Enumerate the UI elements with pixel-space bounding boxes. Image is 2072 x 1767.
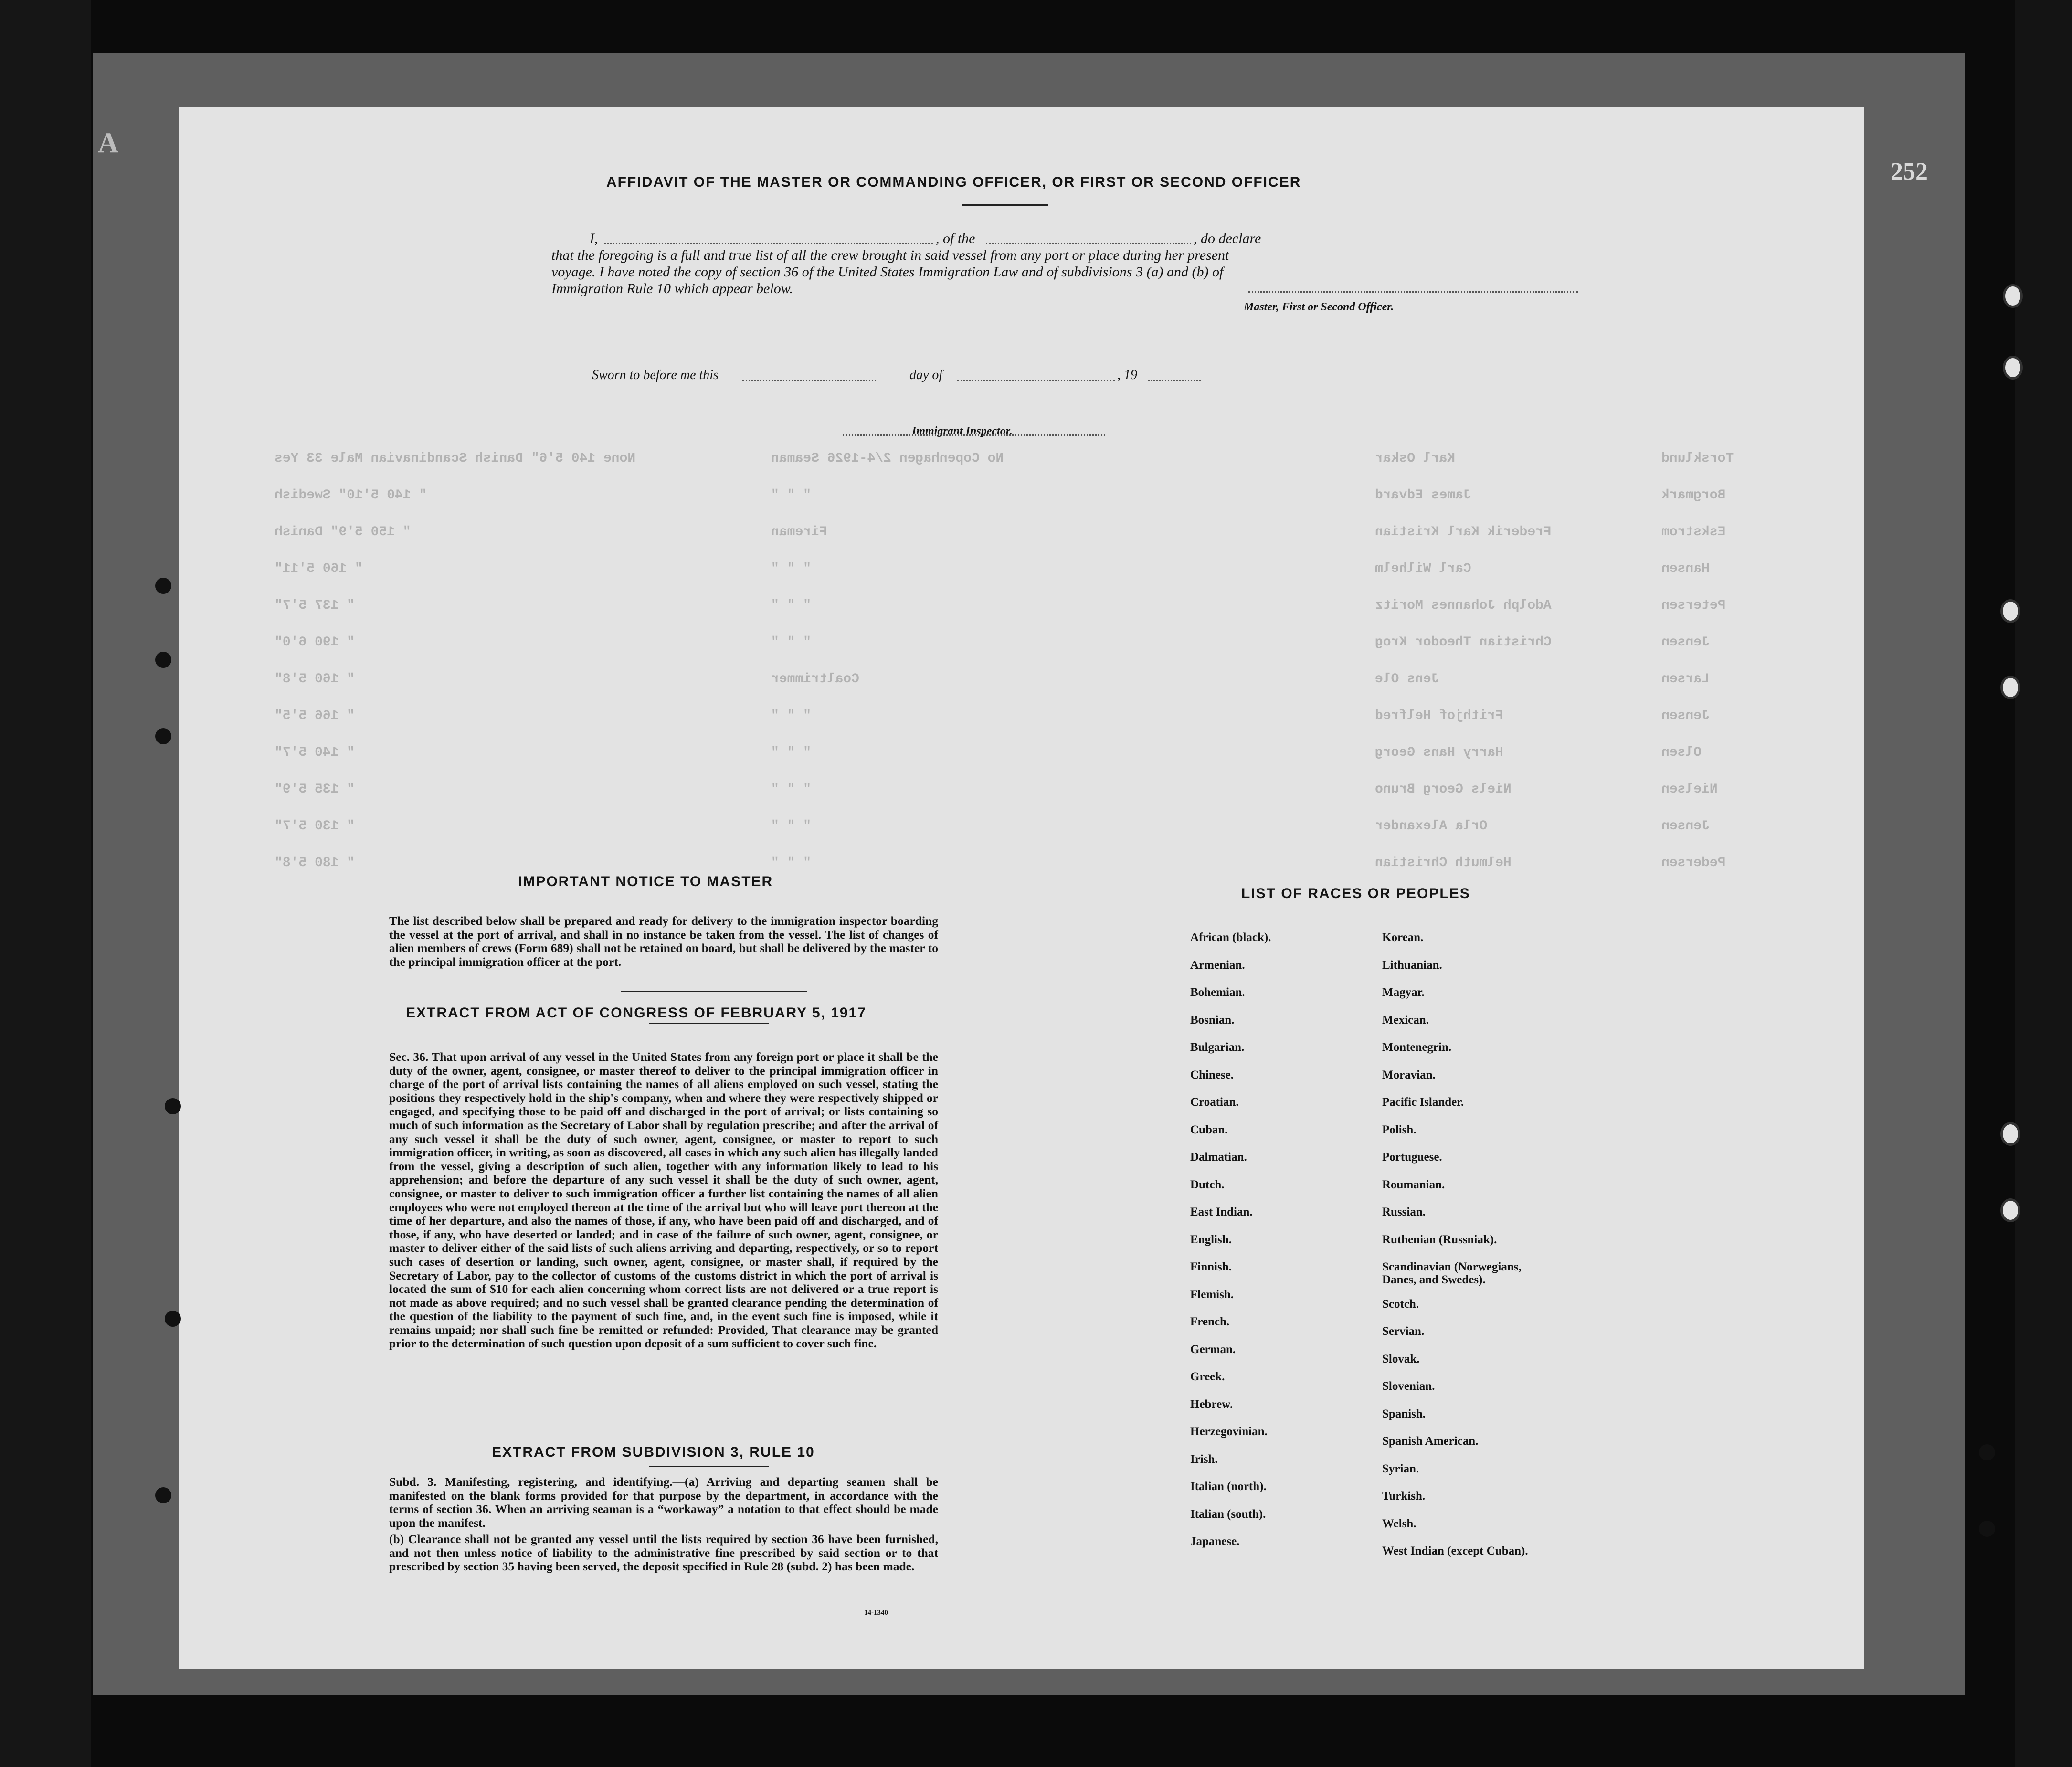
race-entry: Scotch. xyxy=(1382,1297,1419,1311)
bleed-through-name: Frederik Karl Kristian xyxy=(1375,525,1552,540)
race-entry: Pacific Islander. xyxy=(1382,1096,1464,1109)
bleed-through-surname: Borgmark xyxy=(1661,488,1726,503)
form-number: 14-1340 xyxy=(864,1609,888,1617)
race-entry: Spanish American. xyxy=(1382,1435,1479,1448)
race-entry: Turkish. xyxy=(1382,1490,1426,1502)
bleed-through-left: " 166 5'5" xyxy=(275,709,355,723)
races-title: LIST OF RACES OR PEOPLES xyxy=(1241,886,1470,901)
race-entry: Portuguese. xyxy=(1382,1151,1442,1164)
bleed-through-left: " 135 5'9" xyxy=(275,782,355,797)
bleed-through-left: " 140 5'10" Swedish xyxy=(275,488,427,503)
bleed-through-surname: Olsen xyxy=(1661,745,1702,760)
bleed-through-name: Carl Wilhelm xyxy=(1375,561,1471,576)
notice-rule xyxy=(621,991,807,992)
bleed-through-left: " 160 5'11" xyxy=(275,561,363,576)
affidavit-line2: that the foregoing is a full and true list of all the crew brought in said vessel from any port or place during her present xyxy=(551,247,1229,263)
bleed-through-mid: No Copenhagen 2/4-1926 Seaman xyxy=(771,451,1004,466)
race-entry: Servian. xyxy=(1382,1325,1425,1338)
affidavit-line1-i: I, xyxy=(590,231,598,246)
race-entry: Mexican. xyxy=(1382,1013,1429,1026)
bleed-through-mid: " " " xyxy=(771,745,812,760)
binder-ring xyxy=(2000,599,2020,623)
race-entry: Chinese. xyxy=(1190,1068,1234,1081)
bleed-through-name: Orla Alexander xyxy=(1375,819,1488,834)
race-entry: Slovak. xyxy=(1382,1352,1420,1365)
race-entry: Japanese. xyxy=(1190,1535,1240,1548)
bleed-through-name: Frithjof Helfred xyxy=(1375,709,1503,723)
race-entry: Polish. xyxy=(1382,1123,1417,1136)
race-entry: Bosnian. xyxy=(1190,1013,1235,1026)
bleed-through-surname: Eskstrom xyxy=(1661,525,1726,540)
name-blank[interactable] xyxy=(604,243,933,244)
vessel-blank[interactable] xyxy=(986,243,1191,244)
rule-title: EXTRACT FROM SUBDIVISION 3, RULE 10 xyxy=(492,1444,815,1460)
bleed-through-mid: " " " xyxy=(771,561,812,576)
bleed-through-left: " 180 5'8" xyxy=(275,856,355,870)
bleed-through-name: Karl Oskar xyxy=(1375,451,1456,466)
race-entry: Flemish. xyxy=(1190,1288,1234,1301)
film-edge-right xyxy=(2015,0,2072,1767)
notice-body: The list described below shall be prepared and ready for delivery to the immigration inspector boarding the vessel at the port of arrival, and shall in no instance be taken from the vessel. The list of changes of alien members of crews (Form 689) shall not be retained on board, but shall be delivered by the master to the principal immigration officer at the port. xyxy=(389,914,938,969)
race-entry: Korean. xyxy=(1382,931,1424,944)
punch-hole xyxy=(155,1487,171,1503)
signature-blank[interactable] xyxy=(1248,291,1578,293)
race-entry: Herzegovinian. xyxy=(1190,1425,1268,1438)
day-of: day of xyxy=(909,368,943,382)
race-entry: Dalmatian. xyxy=(1190,1151,1247,1164)
affidavit-line3: voyage. I have noted the copy of section 36 of the United States Immigration Law and of subdivisions 3 (a) and (b) of xyxy=(551,264,1224,280)
race-entry: Slovenian. xyxy=(1382,1380,1435,1393)
race-entry: Bulgarian. xyxy=(1190,1041,1245,1054)
bleed-through-name: Jens Ole xyxy=(1375,672,1439,687)
year-prefix: , 19 xyxy=(1117,368,1137,382)
race-entry: Bohemian. xyxy=(1190,986,1245,999)
act-body: Sec. 36. That upon arrival of any vessel in the United States from any foreign port or place it shall be the duty of the owner, agent, consignee, or master thereof to deliver to the principal immigration officer in charge of the port of arrival lists containing the names of all aliens employed on such vessel, stating the positions they respectively hold in the ship's company, when and where they were respectively shipped or engaged, and specifying those to be paid off and discharged in the port of arrival; or lists containing so much of such information as the Secretary of Labor shall by regulation prescribe; and after the arrival of any such vessel it shall be the duty of such owner, agent, consignee, or master to report to such immigration officer, in writing, as soon as discovered, all cases in which any such alien has illegally landed from the vessel, giving a description of such alien, together with any information likely to lead to his apprehension; and before the departure of any such vessel it shall be the duty of such owner, agent, consignee, or master to deliver to such immigration officer a further list containing the names of all alien employees who were not employed thereon at the time of the arrival but who will leave port thereon at the time of her departure, and also the names of those, if any, who have been paid off and discharged, and of those, if any, who have deserted or landed; and in case of the failure of such owner, agent, consignee, or master to deliver either of the said lists of such aliens arriving and departing, respectively, or so to report such cases of desertion or landing, such owner, agent, consignee, or master shall, if required by the Secretary of Labor, pay to the collector of customs of the customs district in which the port of arrival is located the sum of $10 for each alien concerning whom correct lists are not delivered or a true report is not made as above required; and no such vessel shall be granted clearance pending the determination of the question of the liability to the payment of such fine, and, in the event such fine is imposed, while it remains unpaid; nor shall such fine be remitted or refunded: Provided, That clearance may be granted prior to the determination of such question upon deposit of a sum sufficient to cover such fine. xyxy=(389,1050,938,1351)
bleed-through-left: " 130 5'7" xyxy=(275,819,355,834)
punch-hole xyxy=(155,728,171,744)
bleed-through-name: Helmuth Christian xyxy=(1375,856,1512,870)
race-entry: Cuban. xyxy=(1190,1123,1228,1136)
bleed-through-mid: " " " xyxy=(771,856,812,870)
title-rule xyxy=(962,204,1048,206)
rule-para-a: Subd. 3. Manifesting, registering, and identifying.—(a) Arriving and departing seamen shall be manifested on the blank forms provided for that purpose by the department, in accordance with the terms of section 36. When an arriving seaman is a “workaway” a notation to that effect should be made upon the manifest. xyxy=(389,1475,938,1530)
day-blank[interactable] xyxy=(742,380,876,381)
race-entry: French. xyxy=(1190,1315,1230,1328)
signature-label: Master, First or Second Officer. xyxy=(1244,301,1394,313)
bleed-through-name: Christian Theodor Krog xyxy=(1375,635,1552,650)
bleed-through-mid: Fireman xyxy=(771,525,827,540)
bleed-through-surname: Jensen xyxy=(1661,709,1710,723)
affidavit-line1-of-the: , of the xyxy=(936,231,975,246)
bleed-through-surname: Jensen xyxy=(1661,635,1710,650)
bleed-through-name: Adolph Johannes Moritz xyxy=(1375,598,1552,613)
race-entry: Finnish. xyxy=(1190,1260,1232,1273)
race-entry: Syrian. xyxy=(1382,1462,1419,1475)
punch-hole xyxy=(165,1311,181,1327)
rule-title-rule xyxy=(649,1466,769,1467)
race-entry: German. xyxy=(1190,1343,1236,1356)
bleed-through-surname: Nielsen xyxy=(1661,782,1718,797)
bleed-through-left: " 150 5'9" Danish xyxy=(275,525,411,540)
punch-hole xyxy=(1979,1444,1995,1460)
race-entry: Ruthenian (Russniak). xyxy=(1382,1233,1497,1246)
race-entry: Spanish. xyxy=(1382,1407,1426,1420)
affidavit-line1-declare: , do declare xyxy=(1194,231,1261,246)
binder-ring xyxy=(2003,284,2023,308)
bleed-through-mid: " " " xyxy=(771,782,812,797)
act-title: EXTRACT FROM ACT OF CONGRESS OF FEBRUARY 5, 1917 xyxy=(406,1005,867,1021)
race-entry: African (black). xyxy=(1190,931,1271,944)
bleed-through-mid: " " " xyxy=(771,635,812,650)
bleed-through-surname: Pedersen xyxy=(1661,856,1726,870)
bleed-through-surname: Petersen xyxy=(1661,598,1726,613)
bleed-through-name: Harry Hans Georg xyxy=(1375,745,1503,760)
race-entry: Welsh. xyxy=(1382,1517,1417,1530)
bleed-through-surname: Jensen xyxy=(1661,819,1710,834)
race-entry: East Indian. xyxy=(1190,1206,1253,1218)
race-entry: Russian. xyxy=(1382,1206,1426,1218)
bleed-through-surname: Torsklund xyxy=(1661,451,1734,466)
act-rule xyxy=(649,1023,769,1024)
binder-ring xyxy=(2000,1198,2020,1222)
bleed-through-mid: " " " xyxy=(771,488,812,503)
manifest-page xyxy=(179,107,1864,1669)
race-entry: Hebrew. xyxy=(1190,1397,1233,1411)
punch-hole xyxy=(1979,1521,1995,1537)
year-blank[interactable] xyxy=(1148,380,1201,381)
bleed-through-name: Niels Georg Bruno xyxy=(1375,782,1512,797)
race-entry: Croatian. xyxy=(1190,1096,1239,1109)
race-entry: Greek. xyxy=(1190,1370,1225,1383)
bleed-through-left: " 190 6'0" xyxy=(275,635,355,650)
race-entry: Armenian. xyxy=(1190,958,1245,972)
bleed-through-left: " 137 5'7" xyxy=(275,598,355,613)
race-entry: Irish. xyxy=(1190,1452,1218,1466)
race-entry: Scandinavian (Norwegians, Danes, and Swedes). xyxy=(1382,1260,1522,1286)
adjacent-page-fragment: A xyxy=(98,127,119,159)
film-edge-left xyxy=(0,0,91,1767)
binder-ring xyxy=(2000,676,2020,699)
race-entry: Italian (north). xyxy=(1190,1480,1267,1493)
affidavit-title: AFFIDAVIT OF THE MASTER OR COMMANDING OFFICER, OR FIRST OR SECOND OFFICER xyxy=(606,174,1301,190)
race-entry: Magyar. xyxy=(1382,986,1425,999)
race-entry: Dutch. xyxy=(1190,1178,1225,1191)
bleed-through-left: " 140 5'7" xyxy=(275,745,355,760)
binder-ring xyxy=(2003,356,2023,380)
race-entry: Roumanian. xyxy=(1382,1178,1445,1191)
bleed-through-mid: " " " xyxy=(771,819,812,834)
bleed-through-left: " 160 5'8" xyxy=(275,672,355,687)
bleed-through-name: James Edvard xyxy=(1375,488,1471,503)
sworn-prefix: Sworn to before me this xyxy=(592,368,719,382)
punch-hole xyxy=(155,578,171,594)
race-entry: Montenegrin. xyxy=(1382,1041,1452,1054)
binder-ring xyxy=(2000,1122,2020,1146)
punch-hole xyxy=(165,1098,181,1114)
bleed-through-mid: " " " xyxy=(771,598,812,613)
bleed-through-surname: Hansen xyxy=(1661,561,1710,576)
notice-title: IMPORTANT NOTICE TO MASTER xyxy=(518,874,773,889)
race-entry: Lithuanian. xyxy=(1382,958,1442,972)
affidavit-line4: Immigration Rule 10 which appear below. xyxy=(551,281,793,296)
punch-hole xyxy=(155,652,171,668)
bleed-through-mid: Coaltrimmer xyxy=(771,672,859,687)
rule-para-b: (b) Clearance shall not be granted any vessel until the lists required by section 36 have been furnished, and not then unless notice of liability to the administrative fine prescribed by said section or to that prescribed by section 35 having been served, the deposit specified in Rule 28 (subd. 2) has been made. xyxy=(389,1532,938,1574)
race-entry: Italian (south). xyxy=(1190,1507,1266,1521)
bleed-through-surname: Larsen xyxy=(1661,672,1710,687)
inspector-label: Immigrant Inspector. xyxy=(912,425,1013,437)
page-number: 252 xyxy=(1891,158,1928,185)
bleed-through-left: None 140 5'6" Danish Scandinavian Male 33 Yes xyxy=(275,451,636,466)
month-blank[interactable] xyxy=(957,380,1115,381)
race-entry: English. xyxy=(1190,1233,1232,1246)
bleed-through-mid: " " " xyxy=(771,709,812,723)
race-entry: Moravian. xyxy=(1382,1068,1436,1081)
race-entry: West Indian (except Cuban). xyxy=(1382,1545,1528,1557)
